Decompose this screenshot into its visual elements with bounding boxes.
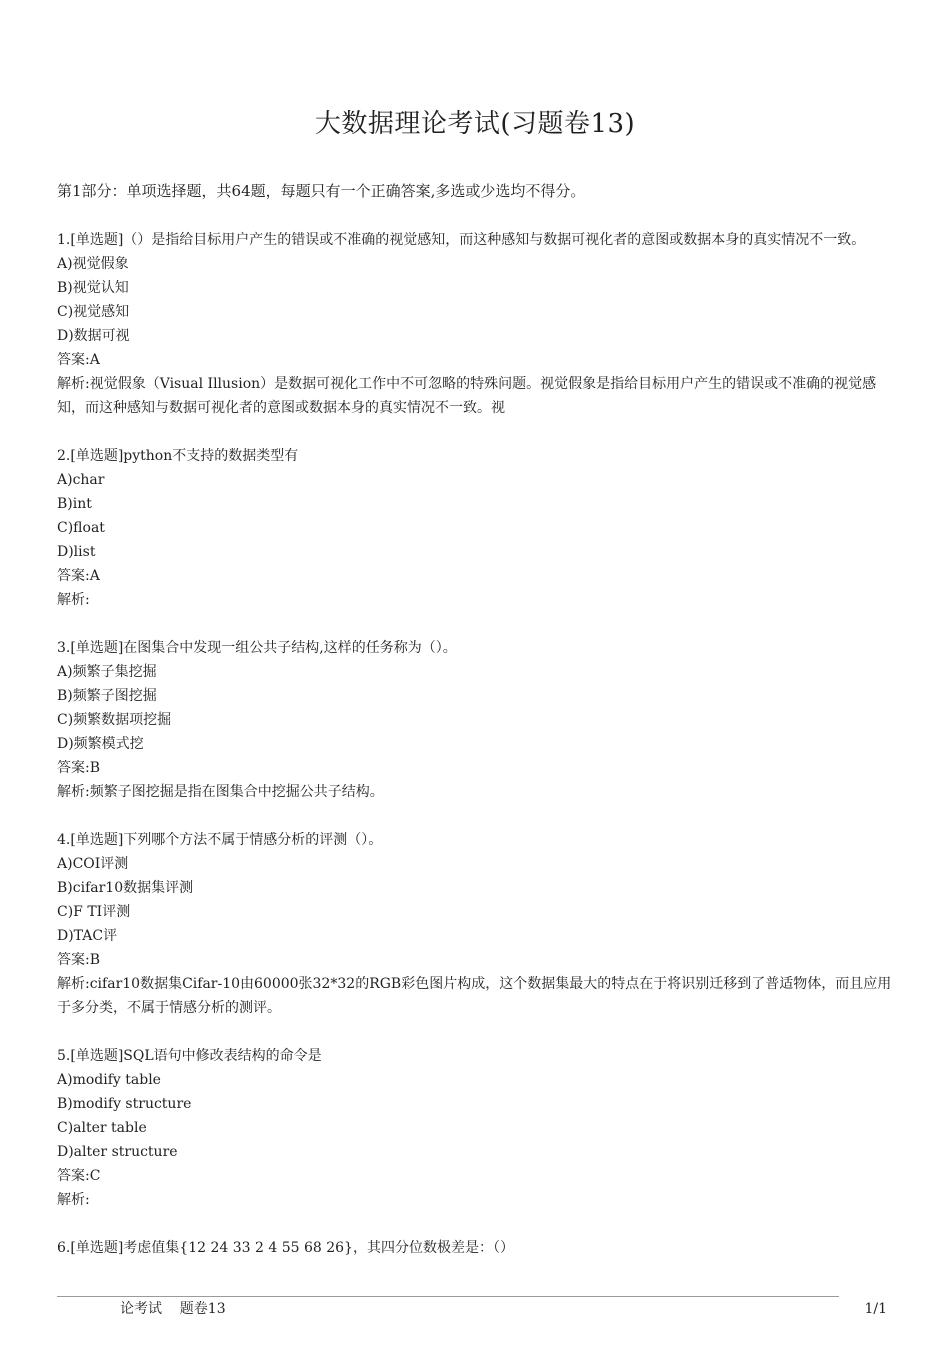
- question-stem: 1.[单选题]（）是指给目标用户产生的错误或不准确的视觉感知，而这种感知与数据可视化者的意图或数据本身的真实情况不一致。: [57, 232, 866, 248]
- option-a: A)频繁子集挖掘: [57, 664, 157, 680]
- page-number: 1/1: [864, 1301, 887, 1317]
- option-c: C)视觉感知: [57, 304, 130, 320]
- analysis: 解析:频繁子图挖掘是指在图集合中挖掘公共子结构。: [57, 784, 384, 800]
- option-b: B)modify structure: [57, 1096, 192, 1112]
- option-b: B)频繁子图挖掘: [57, 688, 157, 704]
- analysis: 解析:: [57, 592, 90, 608]
- question-stem: 6.[单选题]考虑值集{12 24 33 2 4 55 68 26}，其四分位数极差是：（）: [57, 1240, 514, 1256]
- footer-divider: [57, 1296, 839, 1297]
- option-a: A)COI评测: [57, 856, 129, 872]
- answer: 答案:C: [57, 1168, 101, 1184]
- analysis: 解析:cifar10数据集Cifar-10由60000张32*32的RGB彩色图片构成，这个数据集最大的特点在于将识别迁移到了普适物体，而且应用于多分类，不属于情感分析的测评。: [57, 976, 892, 1016]
- answer: 答案:B: [57, 760, 101, 776]
- section-intro: 第1部分：单项选择题，共64题，每题只有一个正确答案,多选或少选均不得分。: [57, 182, 586, 200]
- question-item: [57, 1236, 893, 1260]
- question-stem: 5.[单选题]SQL语句中修改表结构的命令是: [57, 1048, 322, 1064]
- analysis: 解析:视觉假象（Visual Illusion）是数据可视化工作中不可忽略的特殊问题。视觉假象是指给目标用户产生的错误或不准确的视觉感知，而这种感知与数据可视化者的意图或数据本身的真实情况不一致。视: [57, 376, 877, 416]
- question-item: [57, 636, 893, 804]
- question-item: [57, 228, 893, 420]
- question-item: [57, 1044, 893, 1212]
- footer-title: 论考试 题卷13: [120, 1301, 226, 1317]
- page-title: 大数据理论考试(习题卷13): [314, 109, 636, 139]
- option-d: D)频繁模式挖: [57, 736, 144, 752]
- option-b: B)视觉认知: [57, 280, 129, 296]
- question-item: [57, 828, 893, 1020]
- option-d: D)alter structure: [57, 1144, 178, 1160]
- option-d: D)数据可视: [57, 328, 130, 344]
- answer: 答案:A: [57, 568, 100, 584]
- option-d: D)list: [57, 544, 96, 560]
- option-c: C)alter table: [57, 1120, 147, 1136]
- question-stem: 2.[单选题]python不支持的数据类型有: [57, 448, 299, 464]
- option-c: C)F TI评测: [57, 904, 131, 920]
- question-list: [57, 228, 893, 1284]
- analysis: 解析:: [57, 1192, 90, 1208]
- option-d: D)TAC评: [57, 928, 118, 944]
- option-a: A)modify table: [57, 1072, 161, 1088]
- question-item: [57, 444, 893, 612]
- option-c: C)float: [57, 520, 105, 536]
- option-a: A)char: [57, 472, 105, 488]
- answer: 答案:A: [57, 352, 100, 368]
- option-a: A)视觉假象: [57, 256, 129, 272]
- answer: 答案:B: [57, 952, 101, 968]
- question-stem: 3.[单选题]在图集合中发现一组公共子结构,这样的任务称为（）。: [57, 640, 457, 656]
- option-b: B)int: [57, 496, 92, 512]
- option-c: C)频繁数据项挖掘: [57, 712, 172, 728]
- option-b: B)cifar10数据集评测: [57, 880, 194, 896]
- question-stem: 4.[单选题]下列哪个方法不属于情感分析的评测（）。: [57, 832, 383, 848]
